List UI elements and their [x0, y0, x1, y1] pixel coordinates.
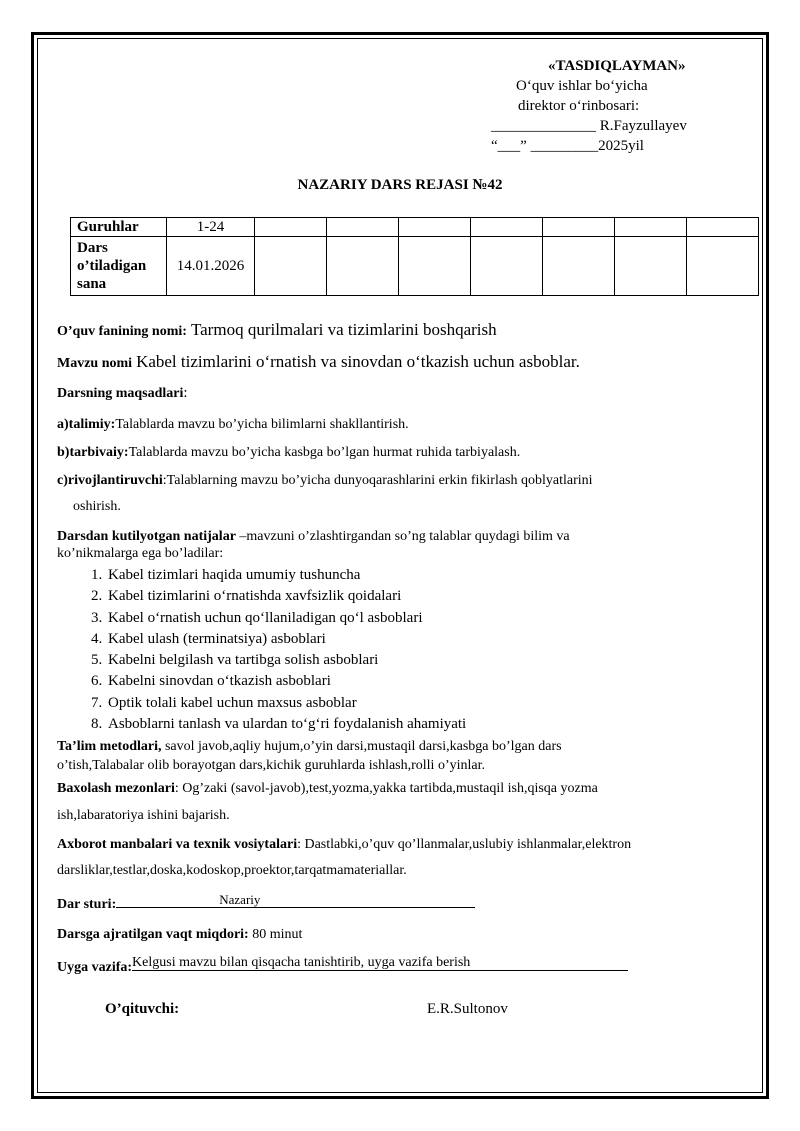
assessment-text-2: ish,labaratoriya ishini bajarish. — [57, 808, 230, 823]
groups-label: Guruhlar — [71, 218, 167, 237]
goal-c — [57, 471, 593, 489]
teacher-name: E.R.Sultonov — [427, 1001, 508, 1017]
goal-c-label: c)rivojlantiruvchi — [57, 473, 163, 488]
goal-a-label: a)talimiy: — [57, 417, 116, 432]
empty-cell — [399, 218, 471, 237]
empty-cell — [687, 237, 759, 296]
assessment-line-1 — [57, 779, 598, 797]
topic-line — [57, 352, 580, 372]
goals-heading — [57, 384, 188, 402]
table-row — [71, 218, 759, 237]
empty-cell — [327, 218, 399, 237]
date-value: 14.01.2026 — [167, 237, 255, 296]
lesson-type-value: Nazariy — [219, 892, 261, 907]
goal-b-label: b)tarbivaiy: — [57, 445, 129, 460]
approval-title: «TASDIQLAYMAN» — [548, 58, 686, 74]
resources-line-1 — [57, 835, 631, 853]
methods-text-1: savol javob,aqliy hujum,o’yin darsi,mustaqil darsi,kasbga bo’lgan dars — [161, 739, 562, 754]
lesson-type-label: Dar sturi — [57, 897, 112, 912]
table-row — [71, 237, 759, 296]
methods-line-1 — [57, 737, 562, 755]
goals-label: Darsning maqsadlari — [57, 386, 184, 401]
list-item: 4. Kabel ulash (terminatsiya) asboblari — [106, 629, 466, 650]
topic-label: Mavzu nomi — [57, 356, 133, 371]
resources-text-2: darsliklar,testlar,doska,kodoskop,proektor,tarqatmamateriallar. — [57, 863, 407, 878]
empty-cell — [471, 218, 543, 237]
time-label: Darsga ajratilgan vaqt miqdori: — [57, 927, 249, 942]
subject-label: O’quv fanining nomi: — [57, 324, 187, 339]
outcomes-list — [80, 565, 466, 735]
empty-cell — [615, 218, 687, 237]
goal-b — [57, 443, 520, 461]
outcomes-line-1 — [57, 527, 570, 545]
empty-cell — [543, 237, 615, 296]
lesson-type-underline — [116, 891, 475, 908]
goals-colon: : — [183, 385, 188, 401]
goal-a — [57, 415, 409, 433]
lesson-type-line: Dar sturi: Nazariy — [57, 891, 475, 913]
resources-label: Axborot manbalari va texnik vosiytalari — [57, 837, 298, 852]
goal-b-text: Talablarda mavzu bo’yicha kasbga bo’lgan hurmat ruhida tarbiyalash. — [128, 445, 521, 460]
methods-text-2: o’tish,Talabalar olib borayotgan dars,kichik guruhlarda ishlash,rolli o’yinlar. — [57, 758, 485, 773]
list-item: 2. Kabel tizimlarini o‘rnatishda xavfsizlik qoidalari — [106, 586, 466, 607]
empty-cell — [471, 237, 543, 296]
homework-label: Uyga vazifa: — [57, 960, 133, 975]
methods-label: Ta’lim metodlari, — [57, 739, 162, 754]
empty-cell — [543, 218, 615, 237]
approval-date-line: “___” _________2025yil — [491, 138, 644, 154]
time-value: 80 minut — [248, 927, 303, 942]
list-item: 8. Asboblarni tanlash va ulardan to‘g‘ri foydalanish ahamiyati — [106, 714, 466, 735]
assessment-text-1: : Og’zaki (savol-javob),test,yozma,yakka tartibda,mustaqil ish,qisqa yozma — [174, 781, 598, 796]
list-item: 7. Optik tolali kabel uchun maxsus asboblar — [106, 693, 466, 714]
groups-value: 1-24 — [167, 218, 255, 237]
document-title: NAZARIY DARS REJASI №42 — [297, 177, 503, 193]
subject-value: Tarmoq qurilmalari va tizimlarini boshqarish — [190, 320, 497, 339]
empty-cell — [687, 218, 759, 237]
approval-line-2: direktor o‘rinbosari: — [518, 98, 640, 114]
empty-cell — [255, 237, 327, 296]
time-line — [57, 925, 302, 943]
empty-cell — [327, 237, 399, 296]
list-item: 1. Kabel tizimlari haqida umumiy tushuncha — [106, 565, 466, 586]
resources-text-1: : Dastlabki,o’quv qo’llanmalar,uslubiy ishlanmalar,elektron — [297, 837, 632, 852]
homework-underline — [132, 954, 628, 971]
empty-cell — [399, 237, 471, 296]
date-label: Dars o’tiladigan sana — [71, 237, 167, 296]
empty-cell — [615, 237, 687, 296]
topic-value: Kabel tizimlarini o‘rnatish va sinovdan o‘tkazish uchun asboblar. — [136, 352, 580, 371]
goal-c-text: :Talablarning mavzu bo’yicha dunyoqarashlarini erkin fikirlash qoblyatlarini — [162, 473, 593, 488]
goal-a-text: Talablarda mavzu bo’yicha bilimlarni shakllantirish. — [115, 417, 409, 432]
outcomes-text-2: ko’nikmalarga ega bo’ladilar: — [57, 546, 224, 561]
outcomes-text-1: –mavzuni o’zlashtirgandan so’ng talablar quydagi bilim va — [235, 529, 570, 544]
empty-cell — [255, 218, 327, 237]
outcomes-label: Darsdan kutilyotgan natijalar — [57, 529, 236, 544]
assessment-label: Baxolash mezonlari — [57, 781, 175, 796]
schedule-table — [70, 217, 759, 296]
approval-signature-line: ______________ R.Fayzullayev — [491, 118, 687, 134]
list-item: 5. Kabelni belgilash va tartibga solish asboblari — [106, 650, 466, 671]
teacher-label: O’qituvchi: — [105, 1001, 180, 1017]
approval-line-1: O‘quv ishlar bo‘yicha — [516, 78, 648, 94]
list-item: 3. Kabel o‘rnatish uchun qo‘llaniladigan qo‘l asboblari — [106, 608, 466, 629]
goal-c-text-continued: oshirish. — [73, 499, 121, 514]
subject-line — [57, 320, 497, 340]
homework-line — [57, 954, 628, 976]
list-item: 6. Kabelni sinovdan o‘tkazish asboblari — [106, 671, 466, 692]
homework-value: Kelgusi mavzu bilan qisqacha tanishtirib, uyga vazifa berish — [132, 955, 471, 970]
